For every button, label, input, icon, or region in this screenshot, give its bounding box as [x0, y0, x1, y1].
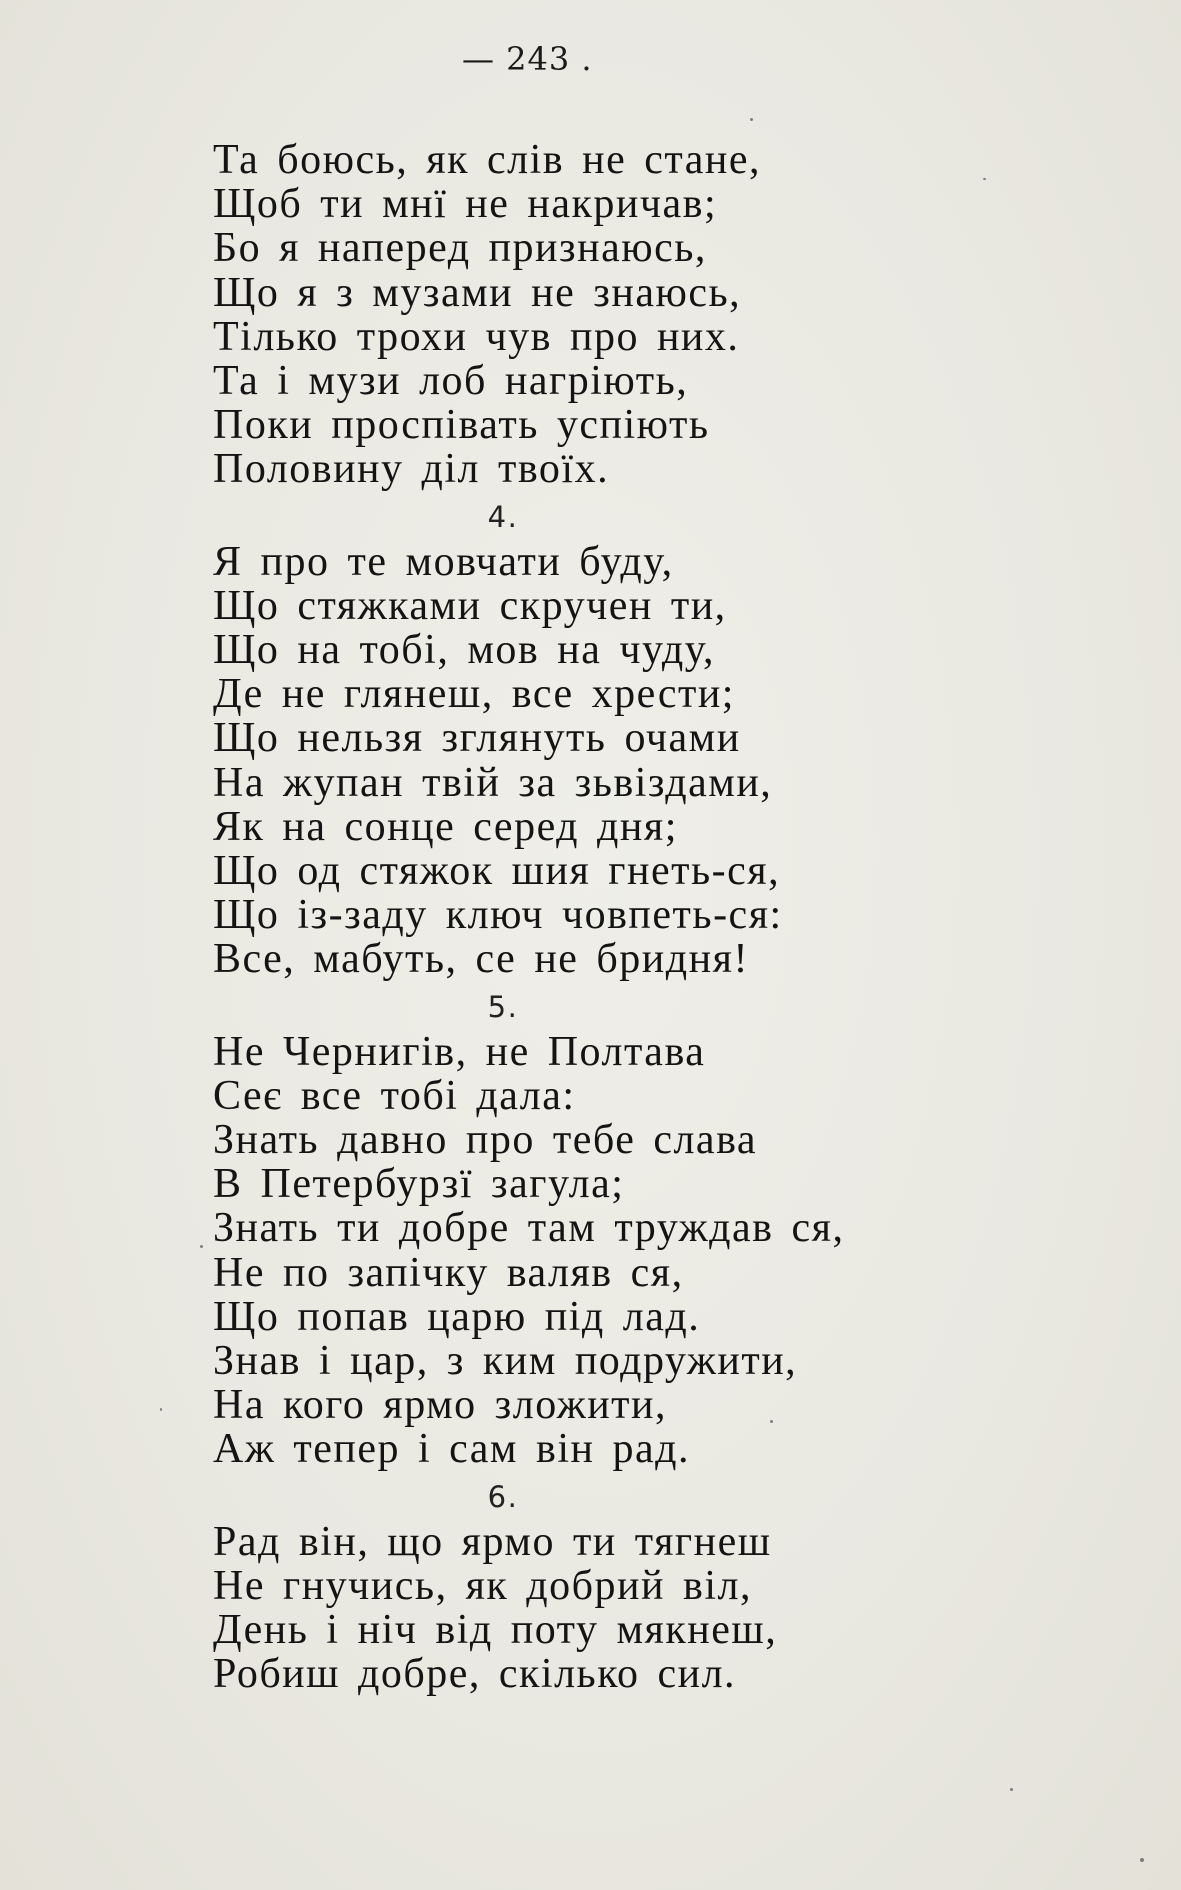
stanza-number: 5. [487, 989, 519, 1024]
stanza-4 [213, 492, 1133, 982]
stanza-number: 6. [487, 1479, 519, 1514]
poem-line: Що нельзя зглянуть очами [213, 715, 741, 762]
poem-line: Та і музи лоб нагріють, [213, 358, 689, 405]
stanza-3-continued [213, 138, 1133, 492]
poem-line: Рад він, що ярмо ти тягнеш [213, 1518, 772, 1565]
poem-line: Не гнучись, як добрий віл, [213, 1562, 752, 1609]
poem-line: Знав і цар, з ким подружити, [213, 1338, 798, 1385]
poem-line: Не по запічку валяв ся, [213, 1249, 684, 1296]
stanza-5 [213, 982, 1133, 1472]
poem-line: На кого ярмо зложити, [213, 1382, 668, 1429]
poem-line: В Петербурзї загула; [213, 1161, 625, 1208]
poem-line: Знать давно про тебе слава [213, 1117, 757, 1164]
poem-line: Аж тепер і сам він рад. [213, 1426, 690, 1473]
poem-line: Як на сонце серед дня; [213, 803, 678, 850]
poem-line: Щоб ти мнї не накричав; [213, 181, 718, 228]
paper-speck [1010, 1788, 1013, 1791]
poem-line: Знать ти добре там труждав ся, [213, 1205, 845, 1252]
poem-line: Що од стяжок шия гнеть-ся, [213, 848, 781, 895]
poem-line: Що на тобі, мов на чуду, [213, 627, 715, 674]
poem-line: День і ніч від поту мякнеш, [213, 1607, 778, 1654]
poem-line: Все, мабуть, се не бридня! [213, 936, 749, 983]
poem-line: Що стяжками скручен ти, [213, 582, 727, 629]
poem-body [213, 138, 1133, 1697]
poem-line: Тілько трохи чув про них. [213, 313, 740, 360]
stanza-number: 4. [487, 499, 519, 534]
poem-line: Бо я наперед признаюсь, [213, 225, 707, 272]
paper-speck [160, 1408, 162, 1411]
poem-line: Сеє все тобі дала: [213, 1072, 576, 1119]
poem-line: Що із-заду ключ човпеть-ся: [213, 892, 783, 939]
paper-speck [983, 178, 986, 180]
paper-speck [200, 1245, 203, 1248]
paper-speck [750, 118, 753, 121]
poem-line: Де не глянеш, все хрести; [213, 671, 735, 718]
paper-speck [1140, 1858, 1144, 1862]
poem-line: Що я з музами не знаюсь, [213, 269, 742, 316]
poem-line: Робиш добре, скілько сил. [213, 1651, 737, 1698]
poem-line: Поки проспівать успіють [213, 402, 710, 449]
poem-line: Що попав царю під лад. [213, 1293, 701, 1340]
stanza-6 [213, 1472, 1133, 1697]
page-number: — 243 . [462, 40, 593, 78]
poem-line: Та боюсь, як слів не стане, [213, 137, 762, 183]
poem-line: Не Чернигів, не Полтава [213, 1028, 706, 1075]
poem-line: На жупан твій за зьвіздами, [213, 759, 773, 806]
paper-speck [770, 1420, 773, 1423]
poem-line: Я про те мовчати буду, [213, 538, 674, 585]
poem-line: Половину діл твоїх. [213, 446, 610, 493]
